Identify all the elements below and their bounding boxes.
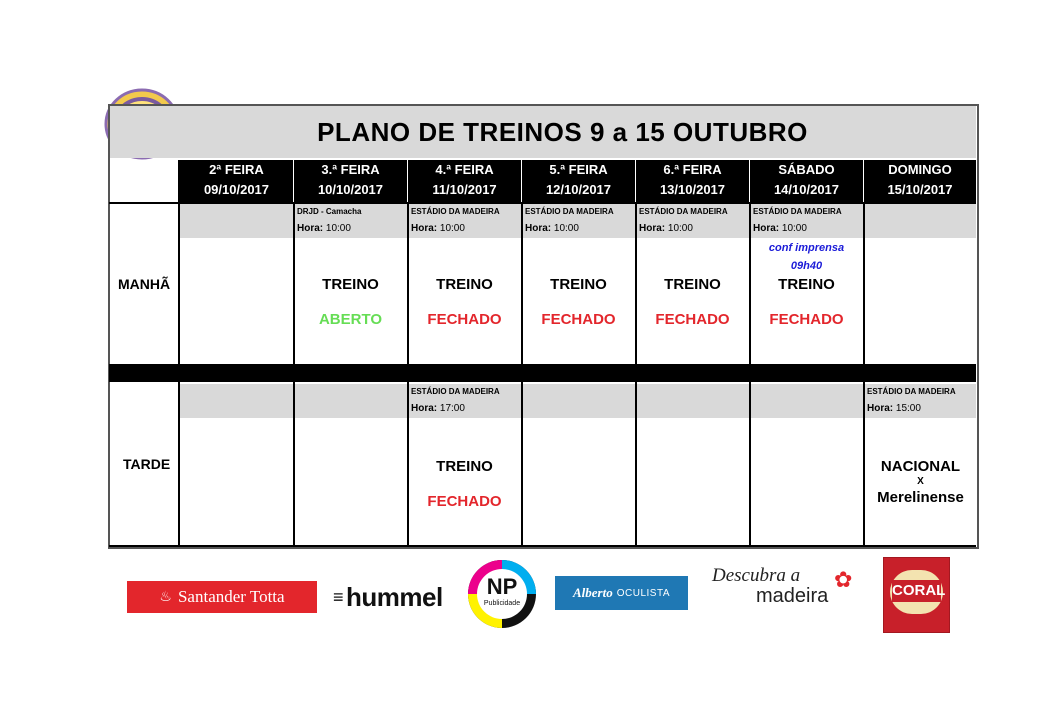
santander-flame-icon: ♨ xyxy=(159,589,172,605)
morning-cell-2-status: TREINO ABERTO xyxy=(318,276,383,328)
afternoon-cell-7-match: NACIONAL X Merelinense xyxy=(877,458,964,506)
day-header-2: 3.ª FEIRA 10/10/2017 xyxy=(294,160,407,202)
morning-cell-4-status: TREINO FECHADO xyxy=(541,276,616,328)
morning-cell-2-info: DRJD - Camacha Hora: 10:00 xyxy=(297,207,362,234)
day-header-1: 2ª FEIRA 09/10/2017 xyxy=(180,160,293,202)
afternoon-cell-7-info: ESTÁDIO DA MADEIRA Hora: 15:00 xyxy=(867,387,956,414)
day-header-7: DOMINGO 15/10/2017 xyxy=(864,160,976,202)
afternoon-cell-3-info: ESTÁDIO DA MADEIRA Hora: 17:00 xyxy=(411,387,500,414)
alberto-oculista-logo: Alberto OCULISTA xyxy=(555,576,688,610)
morning-cell-5-status: TREINO FECHADO xyxy=(655,276,730,328)
header-corner-cell xyxy=(110,160,178,202)
section-separator xyxy=(109,364,976,382)
day-header-5: 6.ª FEIRA 13/10/2017 xyxy=(636,160,749,202)
grid-vline-5 xyxy=(635,202,637,546)
morning-cell-3-status: TREINO FECHADO xyxy=(427,276,502,328)
day-header-3: 4.ª FEIRA 11/10/2017 xyxy=(408,160,521,202)
afternoon-row-label: TARDE xyxy=(123,456,171,472)
grid-vline-7 xyxy=(863,202,865,546)
day-header-4: 5.ª FEIRA 12/10/2017 xyxy=(522,160,635,202)
morning-cell-6-note: conf imprensa 09h40 xyxy=(768,242,845,272)
morning-cell-6-info: ESTÁDIO DA MADEIRA Hora: 10:00 xyxy=(753,207,842,234)
morning-cell-3-info: ESTÁDIO DA MADEIRA Hora: 10:00 xyxy=(411,207,500,234)
morning-row-label: MANHÃ xyxy=(118,276,171,292)
descubra-madeira-logo: Descubra a madeira ✿ xyxy=(712,565,853,607)
table-bottom-line xyxy=(109,545,976,547)
coral-beer-logo: CORAL xyxy=(883,557,950,633)
morning-cell-4-info: ESTÁDIO DA MADEIRA Hora: 10:00 xyxy=(525,207,614,234)
afternoon-info-band xyxy=(180,384,976,418)
santander-logo: ♨ Santander Totta xyxy=(127,581,317,613)
grid-vline-3 xyxy=(407,202,409,546)
np-publicidade-logo: NP Publicidade xyxy=(462,558,544,630)
grid-vline-1 xyxy=(178,160,180,546)
flower-icon: ✿ xyxy=(834,567,853,592)
grid-vline-4 xyxy=(521,202,523,546)
morning-cell-5-info: ESTÁDIO DA MADEIRA Hora: 10:00 xyxy=(639,207,728,234)
page-title: PLANO DE TREINOS 9 a 15 OUTUBRO xyxy=(317,116,808,147)
grid-vline-6 xyxy=(749,202,751,546)
hummel-logo: ≡ hummel xyxy=(333,581,443,612)
afternoon-cell-3-status: TREINO FECHADO xyxy=(427,458,502,510)
day-header-6: SÁBADO 14/10/2017 xyxy=(750,160,863,202)
hummel-chevrons-icon: ≡ xyxy=(333,586,344,607)
morning-cell-6-status: TREINO FECHADO xyxy=(769,276,844,328)
grid-vline-2 xyxy=(293,202,295,546)
